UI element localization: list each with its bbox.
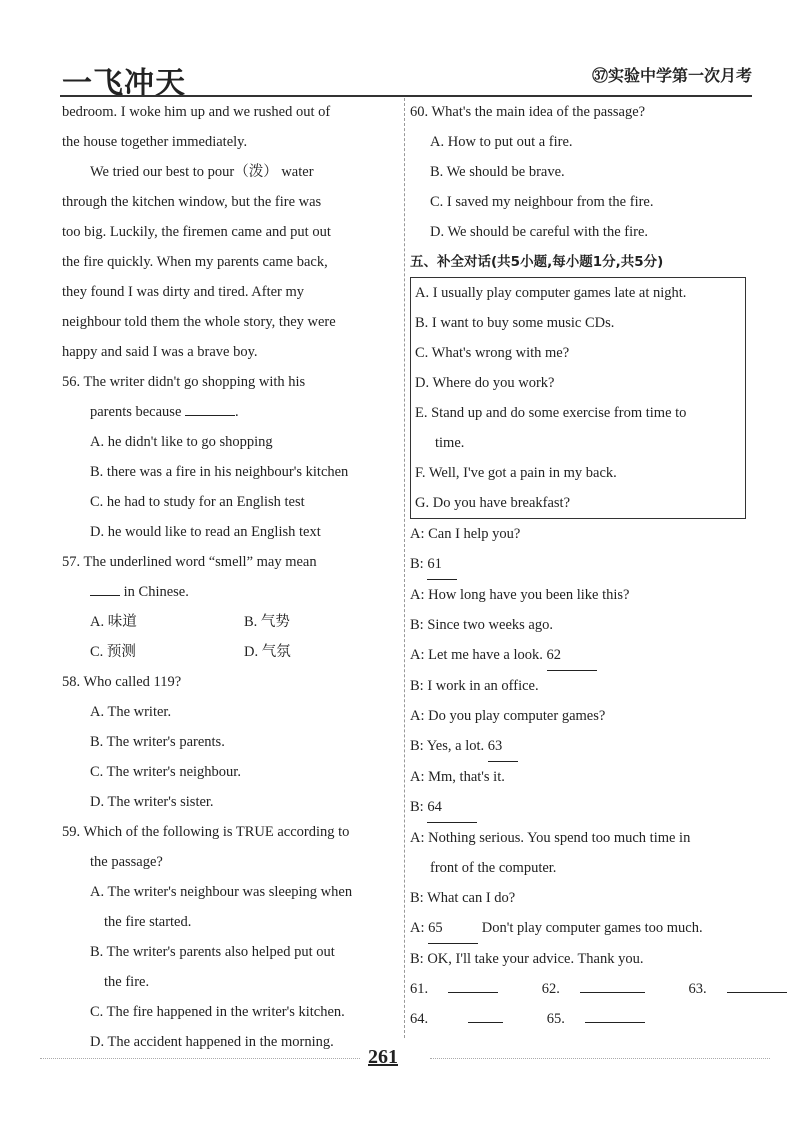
blank-62[interactable]: 62 bbox=[547, 640, 597, 671]
passage-line: they found I was dirty and tired. After my bbox=[62, 284, 305, 300]
answer-row: 61. 62. 63. bbox=[410, 974, 750, 1004]
q57-stem: 57. The underlined word “smell” may mean bbox=[62, 554, 317, 570]
dialogue-line-cont: front of the computer. bbox=[430, 860, 557, 876]
choice-item-cont: time. bbox=[435, 435, 465, 451]
q59-option[interactable]: B. The writer's parents also helped put out bbox=[90, 944, 335, 960]
passage-line: bedroom. I woke him up and we rushed out of bbox=[62, 104, 331, 120]
q58-option[interactable]: A. The writer. bbox=[90, 704, 172, 720]
q56-option[interactable]: D. he would like to read an English text bbox=[90, 524, 321, 540]
passage-line: the fire quickly. When my parents came back, bbox=[62, 254, 328, 270]
q60-option[interactable]: D. We should be careful with the fire. bbox=[430, 224, 649, 240]
blank-61[interactable]: 61 bbox=[427, 549, 457, 580]
dialogue-line: A: How long have you been like this? bbox=[410, 587, 630, 603]
left-column bbox=[62, 97, 398, 1057]
dialogue-line: B: 64 bbox=[410, 792, 750, 823]
q58-option[interactable]: C. The writer's neighbour. bbox=[90, 764, 241, 780]
q59-option[interactable]: D. The accident happened in the morning. bbox=[90, 1034, 334, 1050]
q57-option[interactable]: B. 气势 bbox=[244, 614, 290, 630]
passage-line: through the kitchen window, but the fire was bbox=[62, 194, 322, 210]
dialogue-line: A: Do you play computer games? bbox=[410, 708, 606, 724]
q58-stem: 58. Who called 119? bbox=[62, 674, 182, 690]
passage-line: happy and said I was a brave boy. bbox=[62, 344, 258, 360]
q59-stem-cont: the passage? bbox=[90, 854, 163, 870]
section-title: 五、补全对话(共5小题,每小题1分,共5分) bbox=[410, 254, 664, 270]
q59-option[interactable]: C. The fire happened in the writer's kitchen. bbox=[90, 1004, 345, 1020]
choice-item: A. I usually play computer games late at night. bbox=[415, 285, 687, 301]
choice-item: D. Where do you work? bbox=[415, 375, 555, 391]
dialogue-line: A: Mm, that's it. bbox=[410, 769, 505, 785]
dialogue-line: A: 65 Don't play computer games too much. bbox=[410, 913, 750, 944]
dialogue-line: B: 61 bbox=[410, 549, 750, 580]
dialogue-line: B: Since two weeks ago. bbox=[410, 617, 553, 633]
q60-option[interactable]: C. I saved my neighbour from the fire. bbox=[430, 194, 654, 210]
q60-option[interactable]: B. We should be brave. bbox=[430, 164, 565, 180]
footer-dots-left bbox=[40, 1058, 360, 1059]
choice-item: F. Well, I've got a pain in my back. bbox=[415, 465, 617, 481]
choices-box bbox=[410, 277, 746, 519]
q57-stem-cont: in Chinese. bbox=[62, 577, 398, 607]
q59-option-cont: the fire started. bbox=[104, 914, 192, 930]
q57-options-row bbox=[62, 637, 398, 667]
passage-line: neighbour told them the whole story, they were bbox=[62, 314, 336, 330]
choice-item: B. I want to buy some music CDs. bbox=[415, 315, 615, 331]
blank-64[interactable]: 64 bbox=[427, 792, 477, 823]
passage-line: We tried our best to pour（泼） water bbox=[90, 164, 314, 180]
q57-option[interactable]: D. 气氛 bbox=[244, 644, 291, 660]
column-divider bbox=[404, 98, 405, 1038]
q58-option[interactable]: B. The writer's parents. bbox=[90, 734, 225, 750]
q56-option[interactable]: B. there was a fire in his neighbour's kitchen bbox=[90, 464, 349, 480]
q57-option[interactable]: A. 味道 bbox=[90, 614, 137, 630]
q57-option[interactable]: C. 预测 bbox=[90, 644, 136, 660]
dialogue-line: A: Can I help you? bbox=[410, 526, 521, 542]
answer-63[interactable] bbox=[727, 992, 787, 993]
answer-row: 64. 65. bbox=[410, 1004, 750, 1034]
q59-stem: 59. Which of the following is TRUE according to bbox=[62, 824, 350, 840]
dialogue-line: A: Nothing serious. You spend too much time in bbox=[410, 830, 691, 846]
q56-blank[interactable] bbox=[185, 415, 235, 416]
blank-63[interactable]: 63 bbox=[488, 731, 518, 762]
dialogue-line: B: Yes, a lot. 63 bbox=[410, 731, 750, 762]
q57-options-row bbox=[62, 607, 398, 637]
q60-option[interactable]: A. How to put out a fire. bbox=[430, 134, 573, 150]
q56-stem-cont: parents because . bbox=[90, 404, 239, 420]
page-number: 261 bbox=[368, 1046, 398, 1068]
choice-item: E. Stand up and do some exercise from time to bbox=[415, 405, 687, 421]
q57-blank[interactable] bbox=[90, 595, 120, 596]
dialogue-line: A: Let me have a look. 62 bbox=[410, 640, 750, 671]
q59-option[interactable]: A. The writer's neighbour was sleeping when bbox=[90, 884, 353, 900]
q56-option[interactable]: C. he had to study for an English test bbox=[90, 494, 305, 510]
blank-65[interactable]: 65 bbox=[428, 913, 478, 944]
q56-stem: 56. The writer didn't go shopping with his bbox=[62, 374, 306, 390]
choice-item: G. Do you have breakfast? bbox=[415, 495, 571, 511]
answer-64[interactable] bbox=[468, 1022, 503, 1023]
right-column bbox=[410, 97, 750, 1034]
dialogue-line: B: I work in an office. bbox=[410, 678, 539, 694]
q58-option[interactable]: D. The writer's sister. bbox=[90, 794, 214, 810]
q60-stem: 60. What's the main idea of the passage? bbox=[410, 104, 646, 120]
q56-option[interactable]: A. he didn't like to go shopping bbox=[90, 434, 273, 450]
passage-line: the house together immediately. bbox=[62, 134, 248, 150]
dialogue-line: B: What can I do? bbox=[410, 890, 516, 906]
exam-title: ㊲实验中学第一次月考 bbox=[591, 66, 752, 85]
answer-61[interactable] bbox=[448, 992, 498, 993]
dialogue-line: B: OK, I'll take your advice. Thank you. bbox=[410, 951, 644, 967]
choice-item: C. What's wrong with me? bbox=[415, 345, 570, 361]
passage-line: too big. Luckily, the firemen came and put out bbox=[62, 224, 331, 240]
q59-option-cont: the fire. bbox=[104, 974, 150, 990]
footer-dots-right bbox=[430, 1058, 770, 1059]
brand-title: 一飞冲天 bbox=[62, 66, 186, 101]
answer-62[interactable] bbox=[580, 992, 645, 993]
answer-65[interactable] bbox=[585, 1022, 645, 1023]
